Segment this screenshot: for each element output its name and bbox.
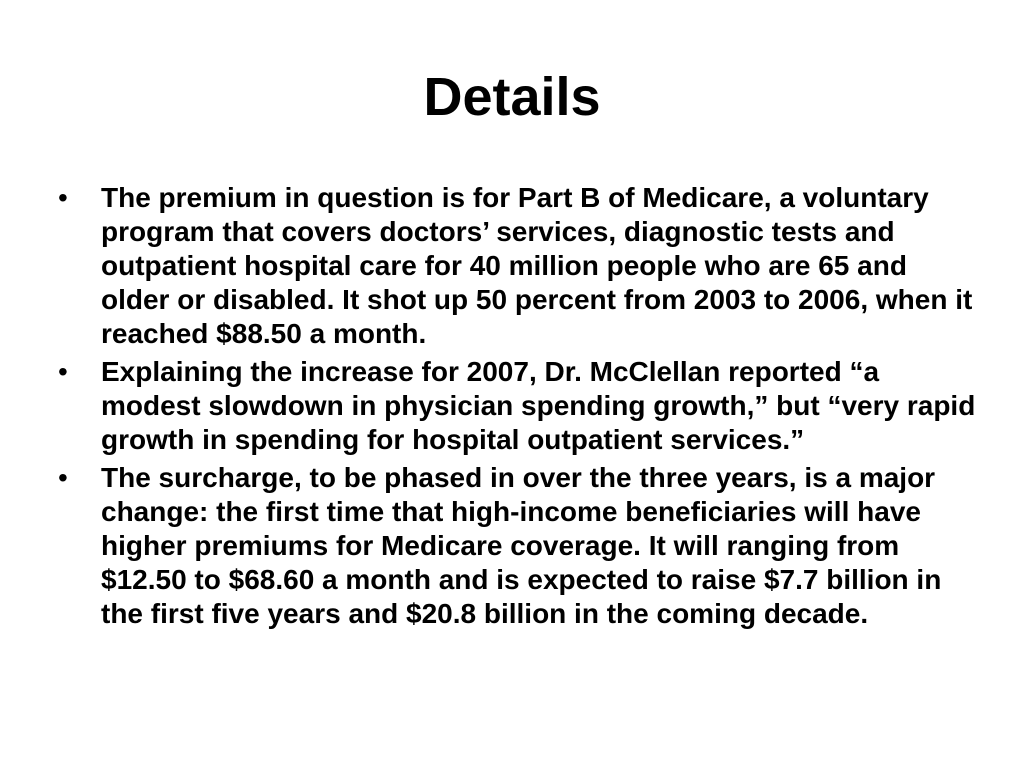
bullet-icon: • (58, 462, 68, 493)
bullet-icon: • (58, 356, 68, 387)
bullet-item-surcharge (58, 461, 978, 631)
bullet-item-premium (58, 181, 978, 351)
slide-title: Details (423, 67, 601, 127)
bullet-icon: • (58, 182, 68, 213)
bullet-text: Explaining the increase for 2007, Dr. McClellan reported “a modest slowdown in physician spending growth,” but “very rapid growth in spending for hospital outpatient services.” (101, 356, 976, 455)
bullet-text: The surcharge, to be phased in over the three years, is a major change: the first time that high-income beneficiaries will have higher premiums for Medicare coverage. It will ranging from $12.50 to $68.60 a month and is expected to raise $7.7 billion in the first five years and $20.8 billion in the coming decade. (101, 462, 942, 629)
bullet-item-increase (58, 355, 978, 457)
bullet-list (58, 181, 978, 635)
bullet-text: The premium in question is for Part B of Medicare, a voluntary program that covers doctors’ services, diagnostic tests and outpatient hospital care for 40 million people who are 65 and older or disabled. It shot up 50 percent from 2003 to 2006, when it reached $88.50 a month. (101, 182, 973, 349)
